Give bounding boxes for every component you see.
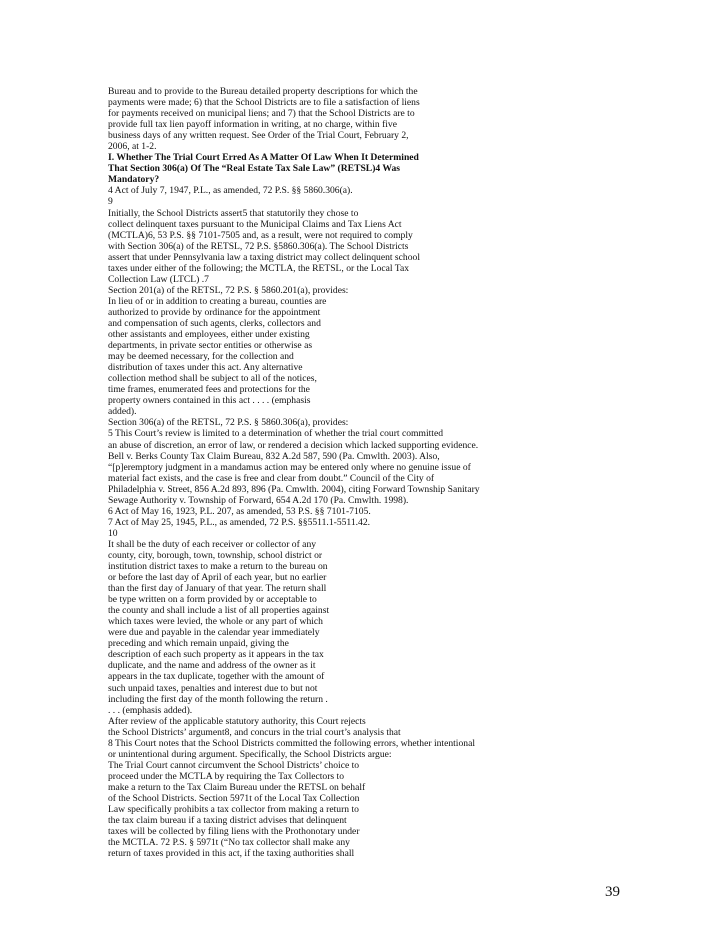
text-line: for payments received on municipal liens; and 7) that the School Districts are to [108, 108, 415, 120]
text-line: than the first day of January of that year. The return shall [108, 583, 327, 595]
text-line: assert that under Pennsylvania law a taxing district may collect delinquent school [108, 251, 420, 263]
text-line: or before the last day of April of each year, but no earlier [108, 572, 327, 584]
text-line: payments were made; 6) that the School Districts are to file a satisfaction of liens [108, 97, 420, 109]
text-line: Philadelphia v. Street, 856 A.2d 893, 896 (Pa. Cmwlth. 2004), citing Forward Township Sanitary [108, 483, 480, 495]
text-line: Collection Law (LTCL) .7 [108, 273, 209, 285]
text-line: The Trial Court cannot circumvent the School Districts’ choice to [108, 759, 360, 771]
text-line: Initially, the School Districts assert5 that statutorily they chose to [108, 207, 359, 219]
text-line: an abuse of discretion, an error of law, or rendered a decision which lacked supporting evidence. [108, 439, 479, 451]
text-line: proceed under the MCTLA by requiring the Tax Collectors to [108, 770, 345, 782]
text-line: Bureau and to provide to the Bureau detailed property descriptions for which the [108, 86, 418, 97]
text-line: 6 Act of May 16, 1923, P.L. 207, as amended, 53 P.S. §§ 7101-7105. [108, 505, 371, 517]
text-line: and compensation of such agents, clerks, collectors and [108, 317, 321, 329]
text-line: . . . (emphasis added). [108, 704, 193, 716]
text-line: provide full tax lien payoff information in writing, at no charge, within five [108, 119, 397, 131]
text-line: be type written on a form provided by or acceptable to [108, 594, 317, 606]
document-body [108, 86, 548, 859]
text-line: 4 Act of July 7, 1947, P.L., as amended, 72 P.S. §§ 5860.306(a). [108, 185, 353, 197]
text-line: collect delinquent taxes pursuant to the Municipal Claims and Tax Liens Act [108, 218, 402, 230]
text-line: county, city, borough, town, township, school district or [108, 549, 323, 561]
text-line: including the first day of the month following the return . [108, 693, 328, 705]
text-line: the tax claim bureau if a taxing district advises that delinquent [108, 815, 347, 827]
text-line: distribution of taxes under this act. Any alternative [108, 362, 303, 374]
text-line: institution district taxes to make a return to the bureau on [108, 561, 328, 573]
text-line: other assistants and employees, either under existing [108, 329, 310, 341]
text-line: 5 This Court’s review is limited to a determination of whether the trial court committed [108, 428, 443, 440]
text-line: Section 201(a) of the RETSL, 72 P.S. § 5860.201(a), provides: [108, 284, 349, 296]
text-line: 2006, at 1-2. [108, 141, 157, 153]
text-line: business days of any written request. See Order of the Trial Court, February 2, [108, 130, 409, 142]
text-line: Bell v. Berks County Tax Claim Bureau, 832 A.2d 587, 590 (Pa. Cmwlth. 2003). Also, [108, 450, 440, 462]
text-line: Law specifically prohibits a tax collector from making a return to [108, 804, 359, 816]
section-heading-line: Mandatory? [108, 174, 160, 186]
text-line: make a return to the Tax Claim Bureau under the RETSL on behalf [108, 781, 366, 793]
text-line: 10 [108, 527, 118, 539]
text-line: property owners contained in this act . . . . (emphasis [108, 395, 311, 407]
text-line: material fact exists, and the case is free and clear from doubt.” Council of the City of [108, 472, 435, 484]
text-line: of the School Districts. Section 5971t of the Local Tax Collection [108, 793, 360, 804]
text-line: Sewage Authority v. Township of Forward, 654 A.2d 170 (Pa. Cmwlth. 1998). [108, 494, 409, 506]
text-line: added). [108, 406, 137, 418]
text-line: with Section 306(a) of the RETSL, 72 P.S. §5860.306(a). The School Districts [108, 240, 409, 252]
text-line: departments, in private sector entities or otherwise as [108, 340, 313, 352]
text-line: (MCTLA)6, 53 P.S. §§ 7101-7505 and, as a result, were not required to comply [108, 229, 413, 241]
text-line: In lieu of or in addition to creating a bureau, counties are [108, 295, 327, 307]
text-line: 8 This Court notes that the School Districts committed the following errors, whether intentional [108, 737, 475, 749]
text-line: such unpaid taxes, penalties and interest due to but not [108, 682, 318, 694]
page-number: 39 [605, 884, 620, 900]
text-line: time frames, enumerated fees and protections for the [108, 384, 310, 396]
text-line: “[p]eremptory judgment in a mandamus action may be entered only where no genuine issue of [108, 461, 471, 473]
text-line: taxes under either of the following; the MCTLA, the RETSL, or the Local Tax [108, 262, 410, 274]
text-line: After review of the applicable statutory authority, this Court rejects [108, 715, 366, 727]
text-line: or unintentional during argument. Specifically, the School Districts argue: [108, 748, 392, 760]
text-line: Section 306(a) of the RETSL, 72 P.S. § 5860.306(a), provides: [108, 417, 349, 429]
text-line: authorized to provide by ordinance for the appointment [108, 306, 321, 318]
text-line: the School Districts’ argument8, and concurs in the trial court’s analysis that [108, 726, 401, 738]
text-line: the county and shall include a list of all properties against [108, 605, 330, 617]
text-line: 7 Act of May 25, 1945, P.L., as amended, 72 P.S. §§5511.1-5511.42. [108, 516, 371, 528]
text-line: return of taxes provided in this act, if the taxing authorities shall [108, 848, 355, 860]
section-heading-line: That Section 306(a) Of The “Real Estate Tax Sale Law” (RETSL)4 Was [108, 163, 401, 175]
text-line: 9 [108, 196, 113, 208]
text-line: taxes will be collected by filing liens with the Prothonotary under [108, 826, 360, 838]
text-line: which taxes were levied, the whole or any part of which [108, 616, 323, 628]
text-line: appears in the tax duplicate, together with the amount of [108, 671, 325, 683]
text-line: were due and payable in the calendar year immediately [108, 627, 320, 639]
text-line: description of each such property as it appears in the tax [108, 649, 324, 661]
text-line: may be deemed necessary, for the collection and [108, 351, 294, 363]
text-line: the MCTLA. 72 P.S. § 5971t (“No tax collector shall make any [108, 837, 350, 849]
text-line: collection method shall be subject to all of the notices, [108, 373, 317, 385]
section-heading-line: I. Whether The Trial Court Erred As A Matter Of Law When It Determined [108, 152, 419, 164]
text-line: duplicate, and the name and address of the owner as it [108, 660, 316, 672]
text-line: preceding and which remain unpaid, giving the [108, 638, 289, 650]
text-line: It shall be the duty of each receiver or collector of any [108, 538, 317, 550]
